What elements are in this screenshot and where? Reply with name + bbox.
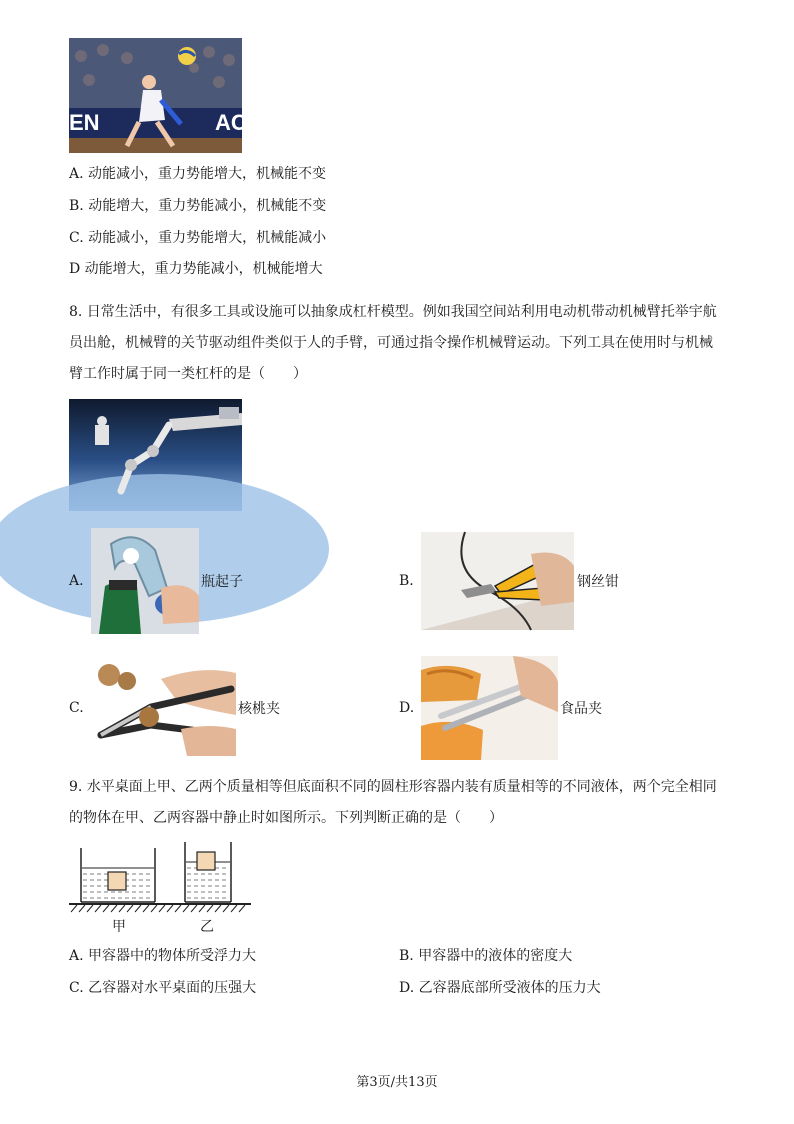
q8-stem-line: 员出舱，机械臂的关节驱动组件类似于人的手臂，可通过指令操作机械臂运动。下列工具在使用时与机械 (69, 335, 713, 351)
q8-option-c-caption: 核桃夹 (238, 701, 280, 717)
q7-option-c[interactable]: C. 动能减小，重力势能增大，机械能减小 (69, 230, 327, 246)
q9-option-c[interactable]: C. 乙容器对水平桌面的压强大 (69, 980, 257, 996)
bottle-opener-photo[interactable] (91, 528, 199, 634)
q9-option-b[interactable]: B. 甲容器中的液体的密度大 (399, 948, 573, 964)
q9-stem-line: 9. 水平桌面上甲、乙两个质量相等但底面积不同的圆柱形容器内装有质量相等的不同液体，两个完全相同 (69, 779, 717, 795)
container-diagram (69, 840, 251, 916)
container-yi (185, 842, 231, 902)
page-footer: 第3页/共13页 (356, 1075, 438, 1090)
q9-stem (69, 772, 739, 834)
q8-option-d-caption: 食品夹 (560, 701, 602, 717)
container-label-yi: 乙 (200, 919, 214, 935)
q7-option-d[interactable]: D 动能增大，重力势能减小，机械能增大 (69, 261, 323, 277)
container-jia (81, 848, 155, 902)
q9-stem-line: 的物体在甲、乙两容器中静止时如图所示。下列判断正确的是（ ） (69, 810, 503, 826)
q8-stem-line: 臂工作时属于同一类杠杆的是（ ） (69, 366, 307, 382)
nutcracker-photo[interactable] (91, 659, 236, 756)
q8-option-d-letter[interactable]: D. (399, 700, 415, 716)
q9-option-a[interactable]: A. 甲容器中的物体所受浮力大 (69, 948, 257, 964)
pliers-photo[interactable] (421, 532, 574, 630)
q7-option-b[interactable]: B. 动能增大，重力势能减小，机械能不变 (69, 198, 327, 214)
q8-option-a-letter[interactable]: A. (69, 573, 84, 589)
banner-text-left: EN (69, 110, 100, 135)
q8-option-c-letter[interactable]: C. (69, 700, 84, 716)
robotic-arm-photo (69, 399, 242, 511)
banner-text-right: AC (215, 110, 247, 135)
q8-option-b-caption: 钢丝钳 (577, 574, 619, 590)
q8-option-a-caption: 瓶起子 (201, 574, 243, 590)
q8-option-b-letter[interactable]: B. (399, 573, 414, 589)
volleyball-photo (69, 38, 247, 153)
food-tongs-photo[interactable] (421, 656, 558, 760)
q7-option-a[interactable]: A. 动能减小，重力势能增大，机械能不变 (69, 166, 327, 182)
container-label-jia: 甲 (112, 919, 126, 935)
q9-option-d[interactable]: D. 乙容器底部所受液体的压力大 (399, 980, 601, 996)
q8-stem-line: 8. 日常生活中，有很多工具或设施可以抽象成杠杆模型。例如我国空间站利用电动机带动机械臂托举宇航 (69, 304, 717, 320)
q8-stem (69, 297, 739, 390)
